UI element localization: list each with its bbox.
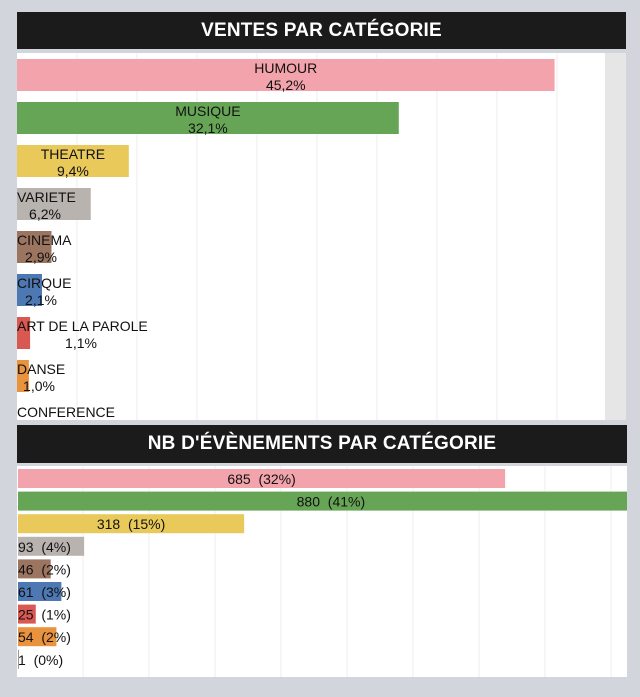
events-value-label: 46 (2%) (18, 561, 71, 578)
events-value-label: 318 (15%) (96, 516, 166, 533)
sales-chart-title: VENTES PAR CATÉGORIE (17, 12, 626, 49)
sales-value-label: 2,9% (25, 249, 57, 265)
events-value-label: 54 (2%) (18, 629, 71, 646)
events-value-label: 880 (41%) (296, 493, 366, 510)
sales-bar-chart (17, 53, 626, 420)
events-value-label: 61 (3%) (18, 584, 71, 600)
sales-category-label: CIRQUE (17, 275, 72, 291)
sales-chart-scrollbar[interactable] (605, 53, 626, 420)
sales-category-label: DANSE (17, 361, 66, 377)
sales-value-label: 9,4% (56, 163, 89, 179)
sales-category-label: HUMOUR (254, 60, 318, 76)
sales-value-label: 1,1% (65, 335, 97, 351)
sales-value-label: 45,2% (265, 77, 306, 93)
sales-category-label: VARIETE (17, 189, 76, 205)
sales-category-label: CINEMA (17, 232, 72, 248)
sales-category-label: ART DE LA PAROLE (17, 318, 148, 334)
events-chart-title: NB D'ÉVÈNEMENTS PAR CATÉGORIE (17, 425, 627, 463)
events-value-label: 25 (1%) (18, 606, 71, 623)
events-value-label: 1 (0%) (18, 651, 64, 668)
events-value-label: 685 (32%) (227, 471, 296, 487)
events-bar-chart (17, 466, 627, 677)
events-chart-area (17, 466, 627, 677)
sales-value-label: 2,1% (25, 292, 57, 308)
sales-category-label: MUSIQUE (175, 103, 241, 119)
sales-value-label: 6,2% (29, 206, 61, 222)
sales-chart-area[interactable] (17, 53, 626, 420)
sales-value-label: 32,1% (188, 120, 228, 136)
sales-category-label: THEATRE (40, 146, 106, 162)
sales-category-label: CONFERENCE (17, 404, 116, 420)
sales-value-label: 1,0% (23, 378, 55, 394)
events-value-label: 93 (4%) (18, 538, 71, 555)
